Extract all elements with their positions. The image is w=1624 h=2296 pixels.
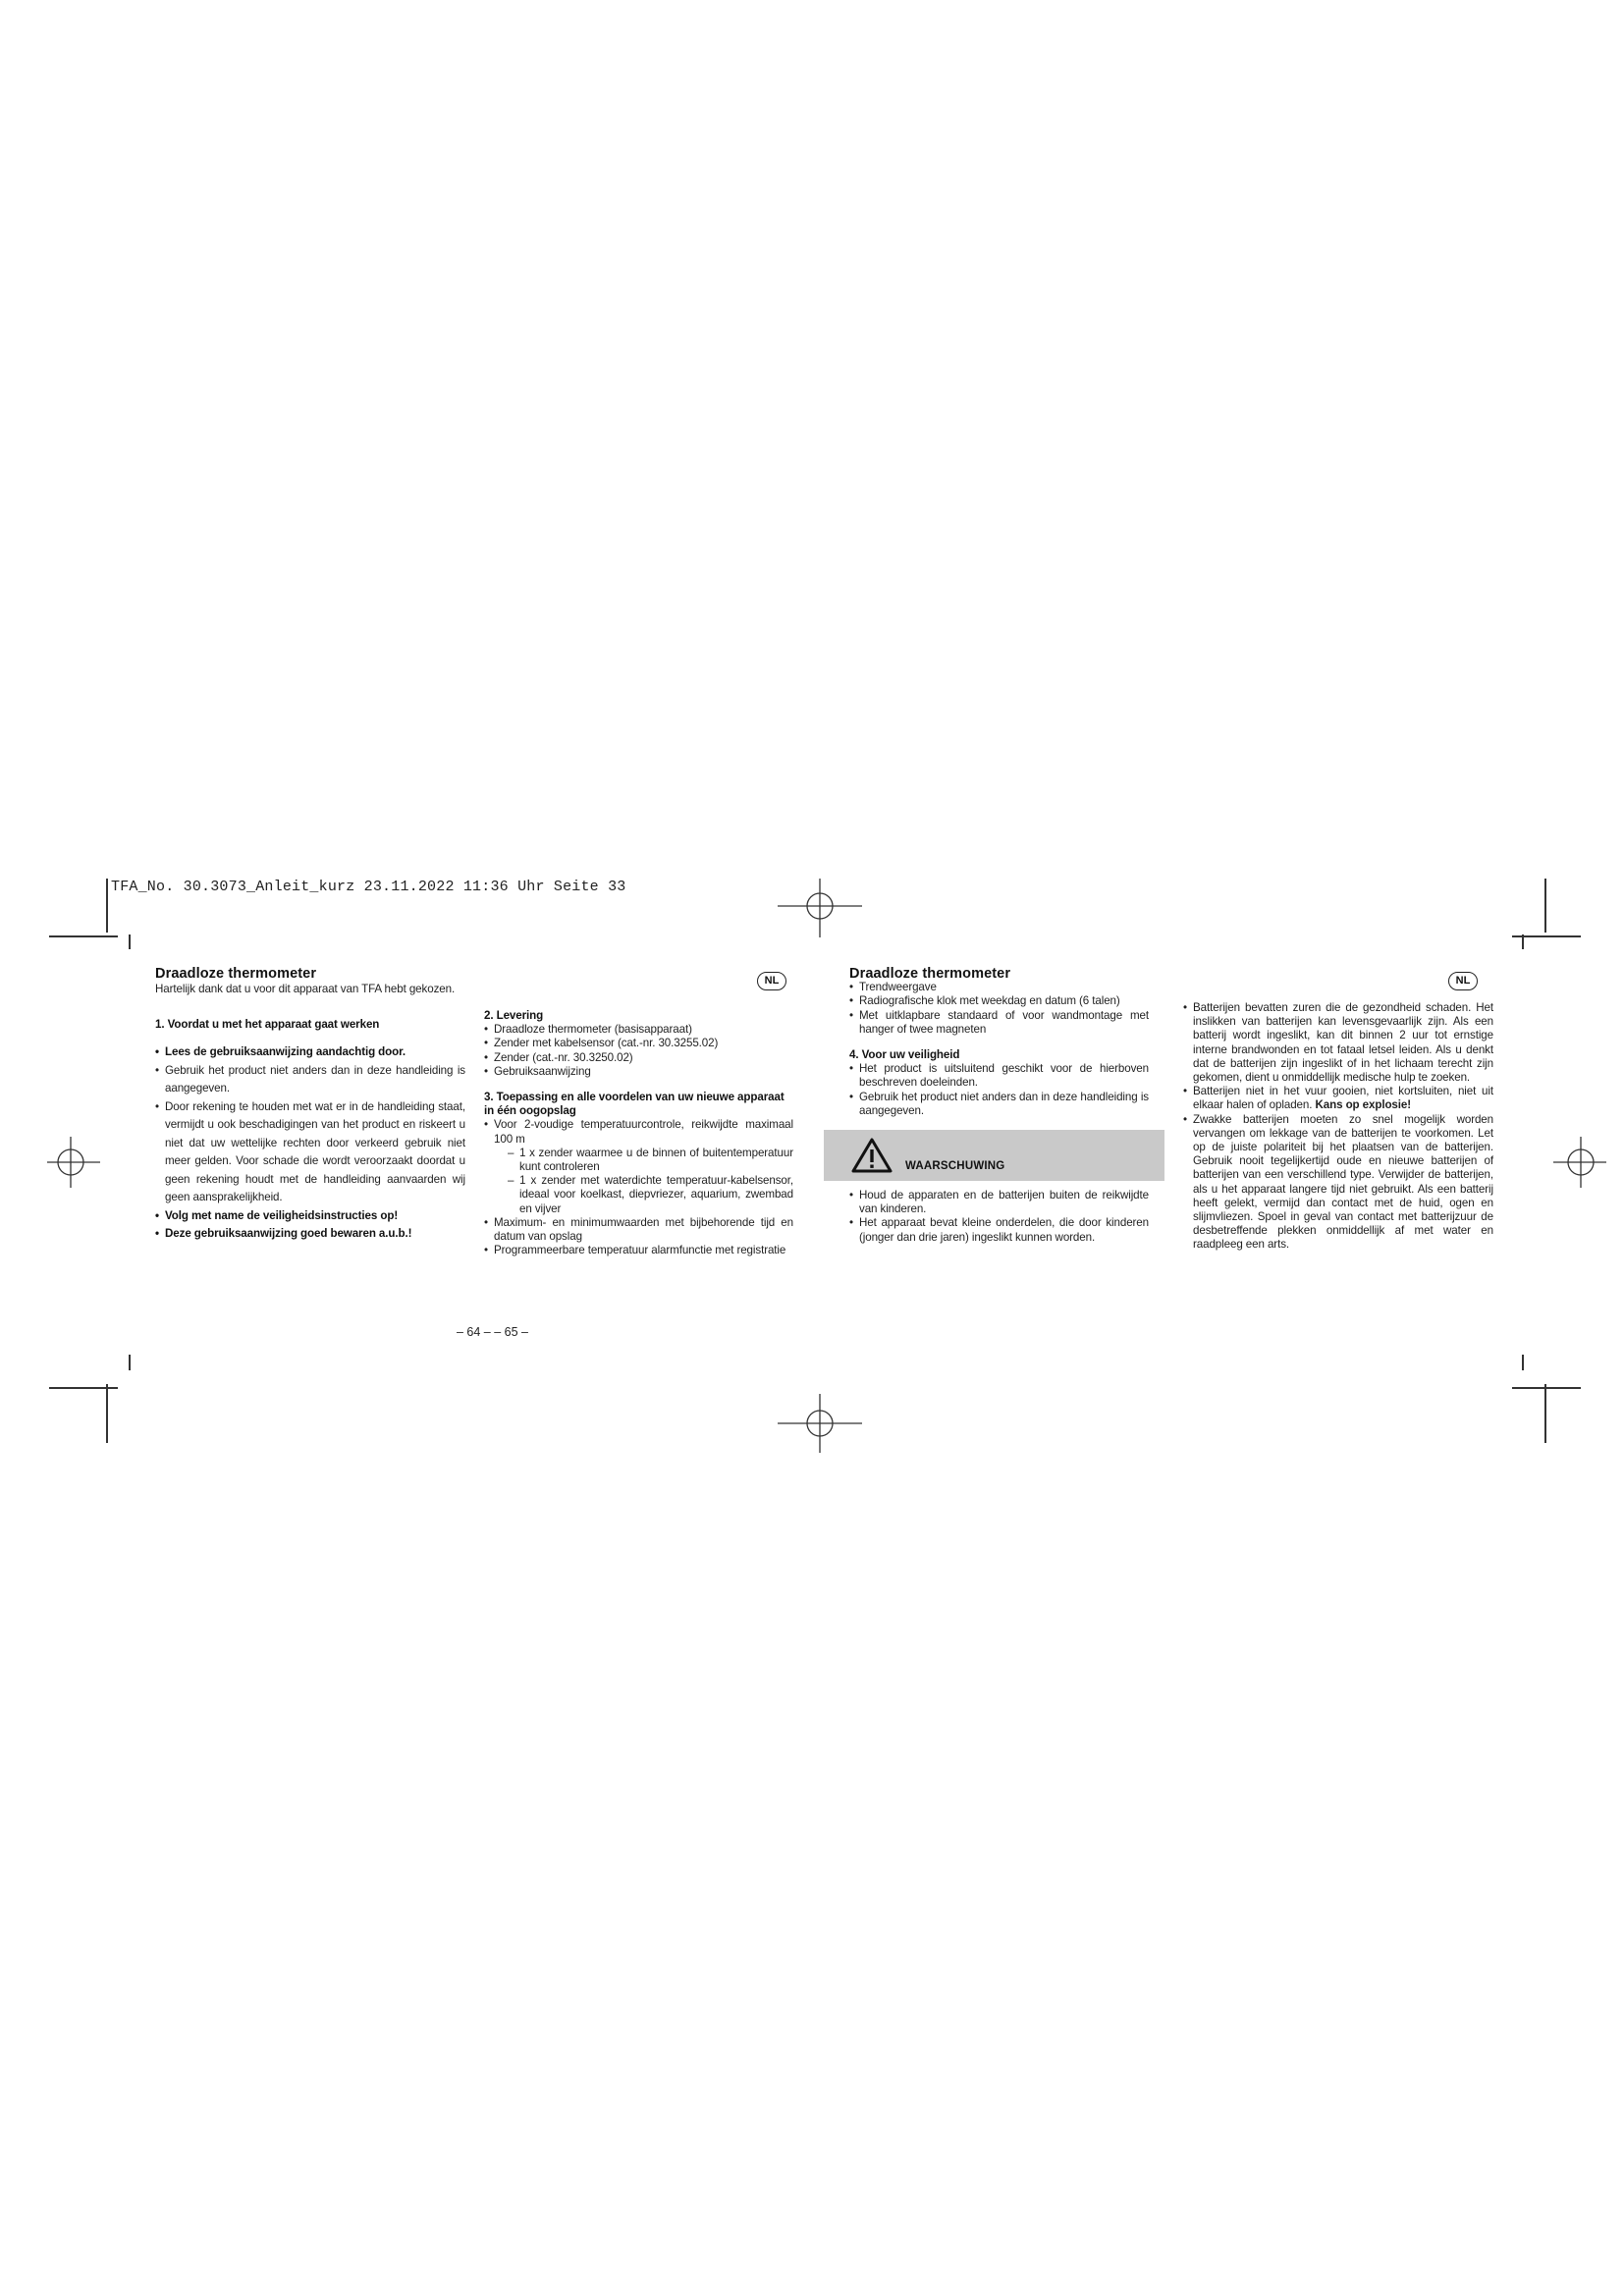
list-item: • Batterijen bevatten zuren die de gezondheid schaden. Het inslikken van batterijen kan levensgevaarlijk zijn. Als een batterij wordt ingeslikt, kan dit binnen 2 uur tot ernstige interne brandwonden en tot fataal letsel leiden. Als u denkt dat de batterijen zijn ingeslikt of in het lichaam terecht zijn gekomen, dient u onmiddellijk medische hulp te zoeken. [1183, 1001, 1493, 1085]
list-item: • Zender (cat.-nr. 30.3250.02) [484, 1051, 793, 1065]
left-page-column-2 [484, 1009, 793, 1257]
print-slug: TFA_No. 30.3073_Anleit_kurz 23.11.2022 11:36 Uhr Seite 33 [111, 879, 626, 895]
section-2-heading: 2. Levering [484, 1009, 544, 1022]
sublist-item: – 1 x zender met waterdichte temperatuur-kabelsensor, ideaal voor koelkast, diepvriezer, aquarium, zwembad en vijver [508, 1174, 793, 1216]
right-page-title: Draadloze thermometer [849, 966, 1011, 982]
list-item: • Programmeerbare temperatuur alarmfunctie met registratie [484, 1244, 793, 1257]
list-item: • Volg met name de veiligheidsinstructies op! [155, 1207, 465, 1226]
list-item: • Met uitklapbare standaard of voor wandmontage met hanger of twee magneten [849, 1009, 1149, 1037]
language-badge-right: NL [1448, 972, 1478, 990]
warning-label: WAARSCHUWING [905, 1160, 1005, 1173]
list-item: • Deze gebruiksaanwijzing goed bewaren a.u.b.! [155, 1225, 465, 1244]
warning-list [849, 1189, 1149, 1245]
list-item: • Zwakke batterijen moeten zo snel mogelijk worden vervangen om lekkage van de batterijen te voorkomen. Let op de juiste polariteit bij het plaatsen van de batterijen. Gebruik nooit tegelijkertijd oude en nieuwe batterijen of batterijen van een verschillend type. Verwijder de batterijen, als u het apparaat langere tijd niet gebruikt. Als een batterij heeft gelekt, vermijd dan contact met de huid, ogen en slijmvliezen. Spoel in geval van contact met batterijzuur de desbetreffende plekken onmiddellijk af met water en raadpleeg een arts. [1183, 1113, 1493, 1253]
left-page-column-1 [155, 967, 465, 1244]
registration-mark-right [1551, 1135, 1606, 1190]
list-item: • Zender met kabelsensor (cat.-nr. 30.3255.02) [484, 1037, 793, 1050]
warning-box [824, 1130, 1164, 1181]
list-item-text: Batterijen niet in het vuur gooien, niet kortsluiten, niet uit elkaar halen of opladen. [1193, 1085, 1493, 1112]
registration-mark-top [776, 879, 864, 939]
sublist-item: – 1 x zender waarmee u de binnen of buitentemperatuur kunt controleren [508, 1147, 793, 1174]
section-4-heading: 4. Voor uw veiligheid [849, 1048, 960, 1062]
language-badge-left: NL [757, 972, 786, 990]
right-page-column-1 [849, 967, 1149, 1245]
warning-triangle-icon [851, 1138, 893, 1173]
section-3-sublist [494, 1147, 793, 1216]
left-page-title: Draadloze thermometer [155, 966, 317, 982]
section-1-list [155, 1043, 465, 1244]
list-item: • Door rekening te houden met wat er in de handleiding staat, vermijdt u ook beschadigingen van het product en riskeert u niet dat uw wettelijke rechten door verkeerd gebruik niet meer gelden. Voor schade die wordt veroorzaakt doordat u geen rekening houdt met de handleiding aanvaarden wij geen aansprakelijkheid. [155, 1098, 465, 1207]
list-item [484, 1118, 793, 1215]
intro-text: Hartelijk dank dat u voor dit apparaat van TFA hebt gekozen. [155, 983, 456, 996]
section-1-heading: 1. Voordat u met het apparaat gaat werken [155, 1018, 380, 1032]
features-list [849, 981, 1149, 1037]
list-item [1183, 1085, 1493, 1112]
page-numbers: – 64 – – 65 – [457, 1325, 528, 1339]
list-item: • Lees de gebruiksaanwijzing aandachtig door. [155, 1043, 465, 1062]
registration-mark-left [47, 1135, 102, 1190]
list-item: • Gebruiksaanwijzing [484, 1065, 793, 1079]
list-item: • Trendweergave [849, 981, 1149, 994]
list-item: • Houd de apparaten en de batterijen buiten de reikwijdte van kinderen. [849, 1189, 1149, 1216]
list-item: • Draadloze thermometer (basisapparaat) [484, 1023, 793, 1037]
section-4-list [849, 1062, 1149, 1118]
list-item-text: Voor 2-voudige temperatuurcontrole, reikwijdte maximaal 100 m [494, 1118, 793, 1146]
list-item: • Radiografische klok met weekdag en datum (6 talen) [849, 994, 1149, 1008]
list-item: • Maximum- en minimumwaarden met bijbehorende tijd en datum van opslag [484, 1216, 793, 1244]
list-item: • Het apparaat bevat kleine onderdelen, die door kinderen (jonger dan drie jaren) ingeslikt kunnen worden. [849, 1216, 1149, 1244]
section-3-heading: 3. Toepassing en alle voordelen van uw nieuwe apparaat in één oogopslag [484, 1091, 785, 1118]
right-page-column-2 [1183, 1001, 1493, 1253]
list-item: • Gebruik het product niet anders dan in deze handleiding is aangegeven. [155, 1062, 465, 1098]
list-item: • Het product is uitsluitend geschikt voor de hierboven beschreven doeleinden. [849, 1062, 1149, 1090]
registration-mark-bottom [776, 1392, 864, 1453]
battery-safety-list [1183, 1001, 1493, 1253]
explosion-warning: Kans op explosie! [1315, 1098, 1412, 1112]
list-item: • Gebruik het product niet anders dan in deze handleiding is aangegeven. [849, 1091, 1149, 1118]
section-2-list [484, 1023, 793, 1079]
section-3-list [484, 1118, 793, 1257]
